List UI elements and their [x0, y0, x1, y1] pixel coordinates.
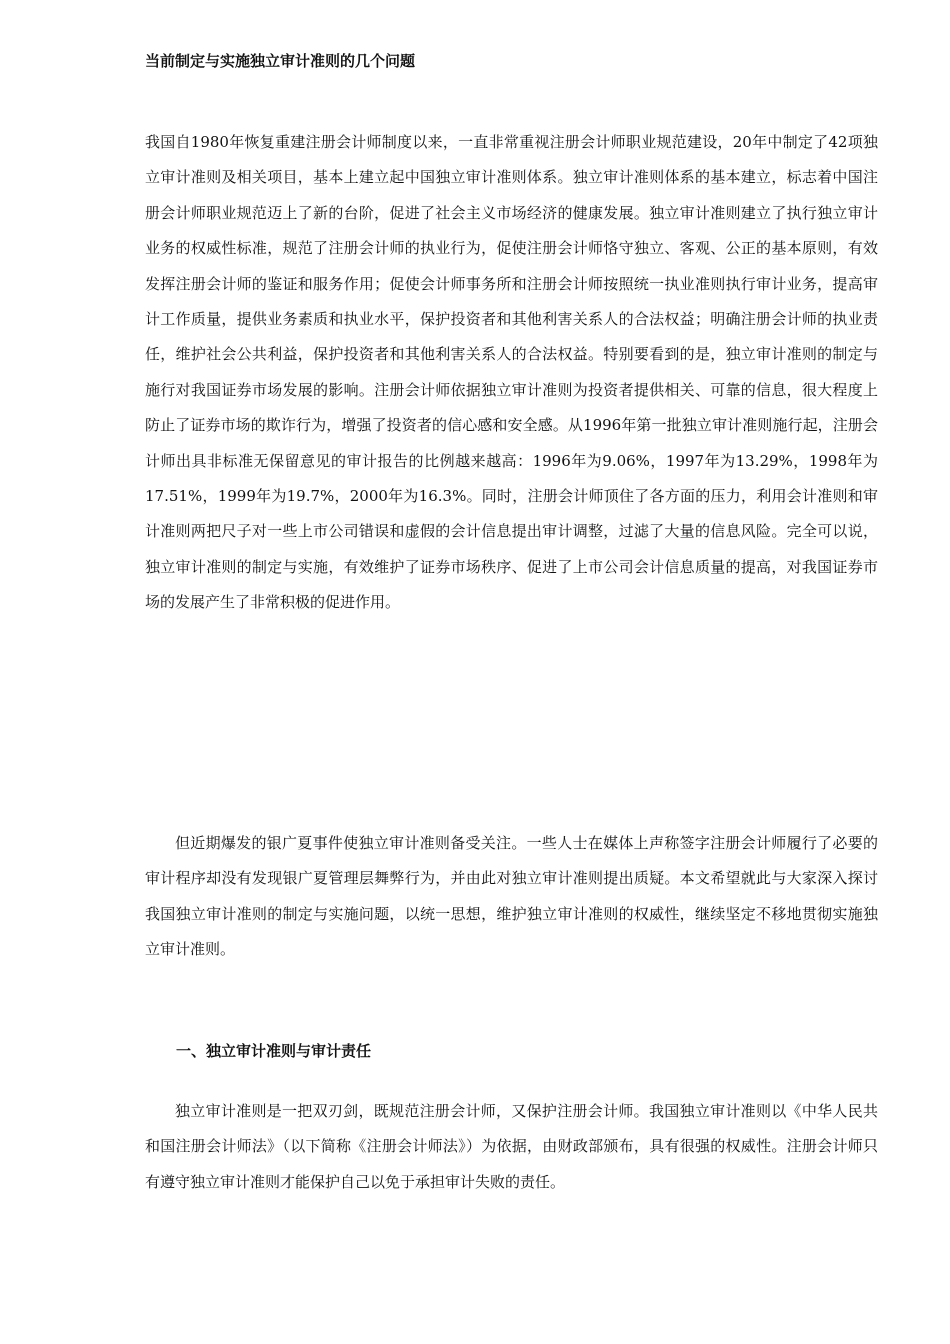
section-heading: 一、独立审计准则与审计责任 — [176, 1042, 372, 1060]
body-paragraph-3: 独立审计准则是一把双刃剑，既规范注册会计师，又保护注册会计师。我国独立审计准则以《中华人民共和国注册会计师法》（以下简称《注册会计师法》）为依据，由财政部颁布，具有很强的权威性。注册会计师只有遵守独立审计准则才能保护自己以免于承担审计失败的责任。 — [145, 1102, 878, 1191]
document-title: 当前制定与实施独立审计准则的几个问题 — [145, 52, 416, 70]
body-paragraph-1: 我国自1980年恢复重建注册会计师制度以来，一直非常重视注册会计师职业规范建设，20年中制定了42项独立审计准则及相关项目，基本上建立起中国独立审计准则体系。独立审计准则体系的基本建立，标志着中国注册会计师职业规范迈上了新的台阶，促进了社会主义市场经济的健康发展。独立审计准则建立了执行独立审计业务的权威性标准，规范了注册会计师的执业行为，促使注册会计师恪守独立、客观、公正的基本原则，有效发挥注册会计师的鉴证和服务作用；促使会计师事务所和注册会计师按照统一执业准则执行审计业务，提高审计工作质量，提供业务素质和执业水平，保护投资者和其他利害关系人的合法权益；明确注册会计师的执业责任，维护社会公共利益，保护投资者和其他利害关系人的合法权益。特别要看到的是，独立审计准则的制定与施行对我国证券市场发展的影响。注册会计师依据独立审计准则为投资者提供相关、可靠的信息，很大程度上防止了证券市场的欺诈行为，增强了投资者的信心感和安全感。从1996年第一批独立审计准则施行起，注册会计师出具非标准无保留意见的审计报告的比例越来越高：1996年为9.06%，1997年为13.29%，1998年为17.51%，1999年为19.7%，2000年为16.3%。同时，注册会计师顶住了各方面的压力，利用会计准则和审计准则两把尺子对一些上市公司错误和虚假的会计信息提出审计调整，过滤了大量的信息风险。完全可以说，独立审计准则的制定与实施，有效维护了证券市场秩序、促进了上市公司会计信息质量的提高，对我国证券市场的发展产生了非常积极的促进作用。 — [145, 133, 878, 612]
body-paragraph-2: 但近期爆发的银广夏事件使独立审计准则备受关注。一些人士在媒体上声称签字注册会计师履行了必要的审计程序却没有发现银广夏管理层舞弊行为，并由此对独立审计准则提出质疑。本文希望就此与大家深入探讨我国独立审计准则的制定与实施问题，以统一思想，维护独立审计准则的权威性，继续坚定不移地贯彻实施独立审计准则。 — [145, 834, 878, 959]
